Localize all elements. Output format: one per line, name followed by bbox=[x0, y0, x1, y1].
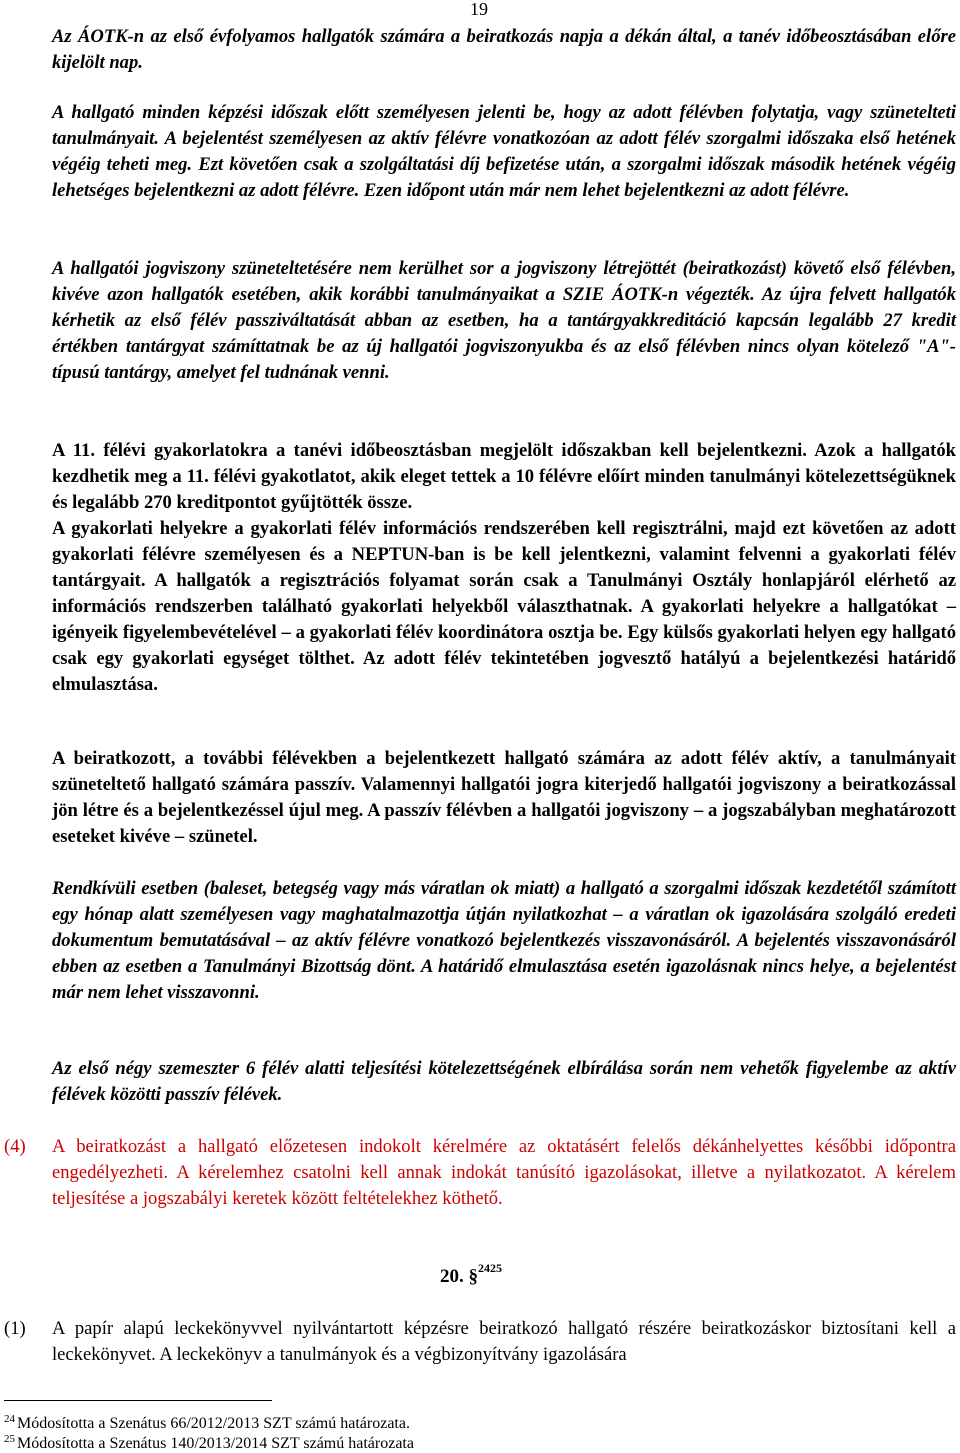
paragraph-practical-placements: A gyakorlati helyekre a gyakorlati félév információs rendszerében kell regisztrálni, majd ezt követően az adott gyakorlati félévre személyesen és a NEPTUN-ban is be kell jelentkezni, valamint felvenni a gyakorlati félév tantárgyait. A hallgatók a regisztrációs folyamat során csak a Tanulmányi Osztály honlapjáról elérhető az információs rendszerben található gyakorlati helyekből választhatnak. A gyakorlati helyekre a hallgatókat – igényeik figyelembevételével – a gyakorlati félév koordinátora osztja be. Egy külsős gyakorlati helyen egy hallgató csak egy gyakorlati egységet tölthet. Az adott félév tekintetében jogvesztő hatályú a bejelentkezési határidő elmulasztása. bbox=[52, 518, 956, 695]
section-footnote-ref[interactable]: 2425 bbox=[478, 1261, 502, 1275]
section-heading: 20. §$^{2425}$ bbox=[440, 1261, 502, 1287]
footnote-24: $^{24}$ Módosította a Szenátus 66/2012/2013 SZT számú határozata. bbox=[4, 1413, 410, 1432]
paragraph-4-deferred-enrollment: A beiratkozást a hallgató előzetesen indokolt kérelmére az oktatásért felelős dékánhelyettes későbbi időpontra engedélyezheti. A kérelemhez csatolni kell annak indokát tanúsító igazolásokat, illetve a nyilatkozatot. A kérelem teljesítése a jogszabályi keretek között feltételekhez köthető. bbox=[52, 1136, 956, 1209]
paragraph-1-study-book: A papír alapú leckekönyvvel nyilvántartott képzésre beiratkozó hallgató részére beiratkozáskor biztosítani kell a leckekönyvet. A leckekönyv a tanulmányok és a végbizonyítvány igazolására bbox=[52, 1318, 956, 1365]
paragraph-active-passive: A beiratkozott, a további félévekben a bejelentkezett hallgató számára az adott félév aktív, a tanulmányait szüneteltető hallgató számára passzív. Valamennyi hallgatói jogra kiterjedő hallgatói jogviszony a beiratkozással jön létre és a bejelentkezéssel újul meg. A passzív félévben a hallgatói jogviszony – a jogszabályban meghatározott eseteket kivéve – szünetel. bbox=[52, 748, 956, 847]
paragraph-4-label: (4) bbox=[4, 1136, 26, 1157]
page-number: 19 bbox=[470, 0, 488, 19]
footnote-divider bbox=[4, 1400, 272, 1401]
paragraph-first-four-semesters: Az első négy szemeszter 6 félév alatti teljesítési kötelezettségének elbírálása során nem vehetők figyelembe az aktív félévek közötti passzív félévek. bbox=[52, 1058, 956, 1105]
paragraph-11th-semester: A 11. félévi gyakorlatokra a tanévi időbeosztásban megjelölt időszakban kell bejelentkezni. Azok a hallgatók kezdhetik meg a 11. félévi gyakotlatot, akik eleget tettek a 10 félévre előírt minden tanulmányi kötelezettségüknek és legalább 270 kreditpontot gyűjtötték össze. bbox=[52, 440, 956, 513]
paragraph-exceptional-cases: Rendkívüli esetben (baleset, betegség vagy más váratlan ok miatt) a hallgató a szorgalmi időszak kezdetétől számított egy hónap alatt személyesen vagy maghatalmazottja útján nyilatkozhat – a váratlan ok igazolására szolgáló eredeti dokumentum bemutatásával – az aktív félévre vonatkozó bejelentkezés visszavonásáról. A bejelentés visszavonásáról ebben az esetben a Tanulmányi Bizottság dönt. A határidő elmulasztása esetén igazolásnak nincs helye, a bejelentést már nem lehet visszavonni. bbox=[52, 878, 956, 1003]
paragraph-1-label: (1) bbox=[4, 1318, 26, 1339]
paragraph-first-year-enrollment: Az ÁOTK-n az első évfolyamos hallgatók számára a beiratkozás napja a dékán által, a tanév időbeosztásában előre kijelölt nap. bbox=[52, 26, 956, 73]
paragraph-semester-registration: A hallgató minden képzési időszak előtt személyesen jelenti be, hogy az adott félévben folytatja, vagy szünetelteti tanulmányait. A bejelentést személyesen az aktív félévre vonatkozóan az adott félév szorgalmi időszaka első hetének végéig teheti meg. Ezt követően csak a szolgáltatási díj befizetése után, a szorgalmi időszak második hetének végéig lehetséges bejelentkezni az adott félévre. Ezen időpont után már nem lehet bejelentkezni az adott félévre. bbox=[52, 102, 956, 201]
paragraph-suspension: A hallgatói jogviszony szüneteltetésére nem kerülhet sor a jogviszony létrejöttét (beiratkozást) követő első félévben, kivéve azon hallgatók esetében, akik korábbi tanulmányaikat a SZIE ÁOTK-n végezték. Az újra felvett hallgatók kérhetik az első félév passziváltatását abban az esetben, ha a tantárgyakkreditáció kapcsán legalább 27 kredit értékben tantárgyat számíttatnak be az új hallgatói jogviszonyukba és az első félévben nincs olyan kötelező "A"-típusú tantárgy, amelyet fel tudnának venni. bbox=[52, 258, 956, 383]
footnote-25: $^{25}$ Módosította a Szenátus 140/2013/2014 SZT számú határozata bbox=[4, 1433, 414, 1452]
